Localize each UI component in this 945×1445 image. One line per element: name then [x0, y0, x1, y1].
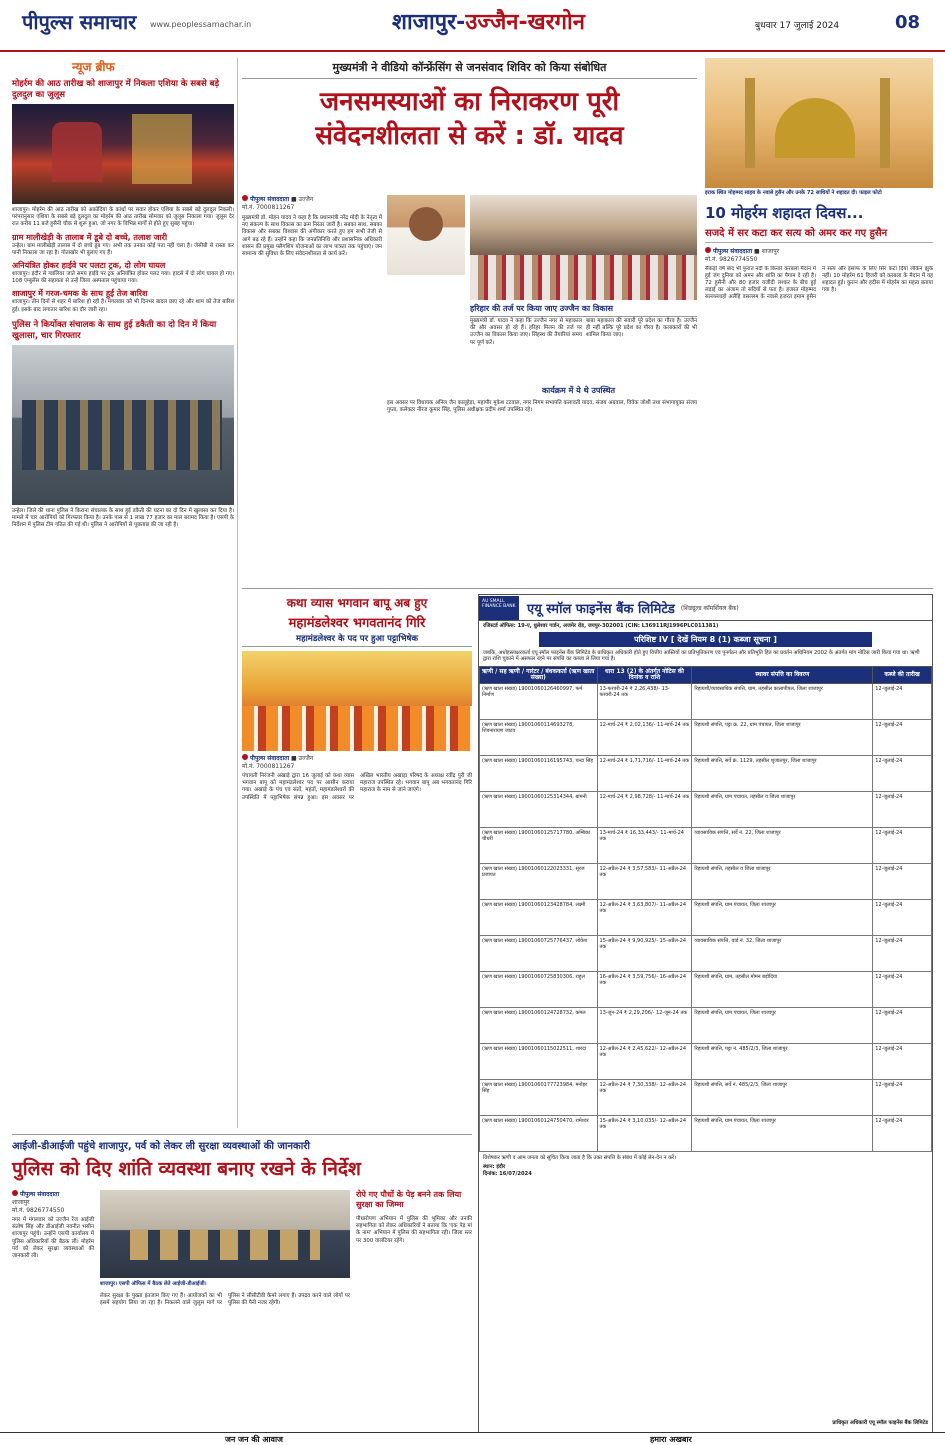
notice-title: परिशिष्ट IV [ देखें नियम 8 (1) कब्जा सूचना ]	[539, 632, 872, 647]
brief-body-1: शाजापुर। मोहर्रम की आठ तारीख को अकोदिया के कांधों पर सवार होकर एशिया के सबसे बड़े दुलदुल निकली। परंपरानुसार एशिया के सबसे बड़े दुलदुल का मोहर्रम की आठ तारीख सोमवार को जुलूस निकाला गया। जुलूस देर रात करीब 11 बजे हुसैनी चौक से शुरू हुआ, जो नगर के विभिन्न मार्गों से होते हुए सुबह पहुंचा।	[12, 207, 234, 228]
table-row	[480, 971, 932, 1007]
table-cell: व्यावसायिक संपत्ति, सर्वे नं. 22, जिला शाजापुर	[692, 827, 873, 863]
ig-headline: पुलिस को दिए शांति व्यवस्था बनाए रखने के निर्देश	[12, 1158, 361, 1180]
table-cell: (ऋण खाता संख्या) L9001060177723984, मनोहर सिंह	[480, 1079, 598, 1115]
ig-photo-caption: शाजापुर। एसपी ऑफिस में बैठक लेते आईजी-डीआईजी।	[100, 1281, 207, 1287]
police-headline: पुलिस ने किर्योक्त संचालक के साथ हुई डकैती का दो दिन में किया खुलासा, चार गिरफ्तार	[12, 319, 217, 341]
bank-office: रजिस्टर्ड ऑफिस: 19-ए, धुलेश्वर गार्डन, अजमेर रोड, जयपुर-302001 (CIN: L36911RJ1996PLC011381)	[483, 623, 719, 629]
ig-side-headline: रोपे गए पौधों के पेड़ बनने तक लिया सुरक्षा का जिम्मा	[356, 1190, 462, 1209]
table-cell: (ऋण खाता संख्या) L9001060725830306, राहुल	[480, 971, 598, 1007]
notice-date: दिनांक: 16/07/2024	[483, 1170, 532, 1177]
table-cell: 12-जुलाई-24	[873, 1115, 932, 1151]
ig-body: नगर में मंगलवार को उज्जैन रेंज आईजी संतोष सिंह और डीआईजी नवनीत भसीन शाजापुर पहुंचे। उन्होंने एसपी कार्यालय में पुलिस अधिकारियों की बैठक ली। मोहर्रम पर्व को लेकर सुरक्षा व्यवस्थाओं की जानकारी ली।	[12, 1217, 94, 1260]
table-cell: 12-जुलाई-24	[873, 1079, 932, 1115]
moharram-headline: 10 मोहर्रम शहादत दिवस...	[705, 203, 864, 222]
katha-body: पंचायती निरंजनी अखाड़े द्वारा 16 जुलाई को कथा व्यास भगवान बापू को महामंडलेश्वर पद पर आसीन कराया गया। अखाड़े के पंच एवं संतों, महंतों, महामंडलेश्वरों की उपस्थिति में पट्टाभिषेक संपन्न हुआ। इस अवसर पर अखिल भारतीय अखाड़ा परिषद के अध्यक्ष रवींद्र पुरी जी महाराज उपस्थित रहे। भगवान बापू अब भगवतानंद गिरि महाराज के नाम से जाने जाएंगे।	[242, 773, 472, 801]
table-cell: 12-अप्रैल-24 ₹ 3,57,583/- 11-अप्रैल-24 तक	[597, 863, 692, 899]
ig-photo	[100, 1190, 350, 1278]
table-row	[480, 791, 932, 827]
table-cell: रिहायशी/व्यावसायिक संपत्ति, ग्राम, तहसील कालापीपल, जिला शाजापुर	[692, 683, 873, 719]
possession-notice	[478, 594, 933, 1434]
brief-body-2: उन्हेल। ग्राम मालीखेड़ी तालाब में दो बच्चे डूब गए। अभी तक उनका कोई पता नहीं चला है। जेसीबी से रास्ता कर पानी निकाला जा रहा है। गोताखोर भी बुलाए गए हैं।	[12, 242, 234, 256]
ig-byplace: शाजापुर	[12, 1199, 30, 1206]
table-cell: 12-जुलाई-24	[873, 719, 932, 755]
table-cell: 12-जुलाई-24	[873, 935, 932, 971]
table-cell: रिहायशी संपत्ति, पट्टा नं. 485/2/3, जिला शाजापुर	[692, 1043, 873, 1079]
table-cell: रिहायशी संपत्ति, सर्वे क्रं. 1129, तहसील शुजालपुर, जिला शाजापुर	[692, 755, 873, 791]
col-date: कब्जे की तारीख	[873, 666, 932, 683]
logo: पीपुल्स समाचार	[22, 10, 137, 34]
police-photo	[12, 345, 234, 505]
brief-headline-1: मोहर्रम की आठ तारीख को शाजापुर में निकला एशिया के सबसे बड़े दुलदुल का जुलूस	[12, 79, 220, 100]
table-cell: रिहायशी संपत्ति, ग्राम पंचायत, जिला शाजापुर	[692, 1115, 873, 1151]
table-cell: (ऋण खाता संख्या) L9001060116195743, चन्दा सिंह	[480, 755, 598, 791]
table-cell: 12-मार्च-24 ₹ 2,02,136/- 11-मार्च-24 तक	[597, 719, 692, 755]
news-brief-column	[12, 58, 234, 1130]
news-brief-label: न्यूज ब्रीफ	[72, 60, 115, 74]
table-cell: 12-जुलाई-24	[873, 683, 932, 719]
lead-headline-line-1: जनसमस्याओं का निराकरण पूरी	[319, 87, 620, 117]
shrine-photo	[705, 58, 933, 188]
loan-table	[479, 666, 932, 1152]
table-cell: 12-जुलाई-24	[873, 755, 932, 791]
moharram-mobile: मो.नं. 9826774550	[705, 255, 758, 263]
table-cell: (ऋण खाता संख्या) L9001060115022511, शारदा	[480, 1043, 598, 1079]
ig-byline: पीपुल्स संवाददाता	[12, 1190, 94, 1198]
table-row	[480, 935, 932, 971]
katha-headline-2: महामंडलेश्वर भगवतानंद गिरि	[288, 616, 426, 631]
table-cell: 13-जून-24 ₹ 2,29,206/- 12-जून-24 तक	[597, 1007, 692, 1043]
lead-story	[242, 60, 697, 440]
moharram-body: सैकड़ों वर्ष बाद भी फुरात नदी के किनारे करबला मैदान में हुई जंग दुनिया को अमन और शांति का पैगाम दे रही है। 72 हुसैनी और 80 हजार यजीदी लश्कर के बीच हुई लड़ाई का अंजाम तो सदियों से पता है। हजरत मोहम्मद सल्लल्लाहो अलैहि वसल्लम के नवासे हजरत इमाम हुसैन ने सत्य और इंसाफ के लिए सिर कटा दिया लेकिन झुके नहीं। 10 मोहर्रम 61 हिजरी को करबला के मैदान में यह शहादत हुई। कुरान और हदीस में मोहर्रम का महत्व बताया गया है।	[705, 265, 933, 301]
table-cell: 12-अप्रैल-24 ₹ 3,63,807/- 11-अप्रैल-24 तक	[597, 899, 692, 935]
notice-place: स्थान: इंदौर	[483, 1164, 506, 1171]
table-cell: 12-जुलाई-24	[873, 1043, 932, 1079]
website: www.peoplessamachar.in	[150, 20, 252, 29]
audience-photo	[470, 195, 697, 300]
table-cell: 12-जुलाई-24	[873, 899, 932, 935]
table-cell: रिहायशी संपत्ति, ग्राम पंचायत, तहसील व जिला शाजापुर	[692, 791, 873, 827]
table-cell: (ऋण खाता संख्या) L9001060122023331, सूरज प्रजापत	[480, 863, 598, 899]
table-cell: 13-फरवरी-24 ₹ 2,26,438/- 13-फरवरी-24 तक	[597, 683, 692, 719]
table-cell: (ऋण खाता संख्या) L9001060114693278, शिवनारायण जाटव	[480, 719, 598, 755]
footer-bar	[0, 1432, 945, 1445]
ig-body-2: लेकर सुरक्षा के पुख्ता इंतजाम किए गए हैं। आयोजकों का भी इसमें सहयोग लिया जा रहा है। निकलने वाले जुलूस मार्ग पर पुलिस ने सीसीटीवी कैमरे लगाए हैं। उपद्रव करने वाले लोगों पर पुलिस की पैनी नजर रहेगी।	[100, 1293, 350, 1307]
notice-footer: विशेषकर ऋणी व आम जनता को सूचित किया जाता है कि उक्त संपत्ति के संबंध में कोई लेन-देन न करें।	[483, 1154, 677, 1161]
ig-mobile: मो.नं. 9826774550	[12, 1207, 65, 1214]
table-cell: 15-अप्रैल-24 ₹ 3,10,035/- 12-अप्रैल-24 तक	[597, 1115, 692, 1151]
brief-headline-2: ग्राम मालीखेड़ी के तालाब में डूबे दो बच्चे, तलाश जारी	[12, 232, 168, 242]
table-row	[480, 1115, 932, 1151]
lead-body: मुख्यमंत्री डॉ. मोहन यादव ने कहा है कि प्रधानमंत्री नरेंद्र मोदी के नेतृत्व में नए संकल्प के साथ विकास का क्रम निरंतर जारी है। सबका साथ, सबका विकास और सबका विश्वास की अंगीकार करते हुए हम सभी तेजी से आगे बढ़ रहे हैं। उन्होंने कहा कि जनप्रतिनिधि और प्रशासनिक अधिकारी शासन की प्रमुख फ्लैगशिप योजनाओं का लाभ पात्रता तक पहुंचाएं। जन सामान्य की सुविधा के लिए संवेदनशीलता से कार्य करें।	[242, 215, 382, 258]
table-row	[480, 1043, 932, 1079]
table-row	[480, 863, 932, 899]
table-cell: 12-जुलाई-24	[873, 863, 932, 899]
section-title: शाजापुर-उज्जैन-खरगोन	[392, 10, 585, 35]
katha-photo	[242, 651, 472, 751]
table-row	[480, 755, 932, 791]
table-row	[480, 683, 932, 719]
moharram-subhead: सजदे में सर कटा कर सत्य को अमर कर गए हुसैन	[705, 225, 933, 243]
notice-header	[479, 595, 932, 621]
katha-story	[242, 594, 472, 1054]
lead-headline-line-2: संवेदनशीलता से करें : डॉ. यादव	[315, 121, 624, 151]
notice-sign: प्राधिकृत अधिकारी एयू स्मॉल फाइनेंस बैंक लिमिटेड	[832, 1420, 928, 1427]
lead-body-4: बाबा महाकाल की सवारी पूरे प्रदेश का गौरव है। उज्जैन ही नहीं बल्कि पूरे प्रदेश का गौरव है। कलाकारों की भी शामिल किया जाए।	[586, 318, 697, 339]
police-body: उन्हेल। जिले की थाना पुलिस ने किराना संचालक के साथ हुई डकैती की घटना का दो दिन में खुलासा कर दिया है। मामले में चार आरोपियों को गिरफ्तार किया है। उनके पास से 1 लाख 77 हजार का माल बरामद किया है। एसपी के निर्देशन में पुलिस टीम गठित की गई थी। पुलिस ने आरोपियों से पूछताछ की जा रही है।	[12, 507, 234, 529]
date: बुधवार 17 जुलाई 2024	[755, 21, 840, 31]
table-row	[480, 899, 932, 935]
page-number: 08	[895, 12, 921, 33]
table-cell: 12-जुलाई-24	[873, 791, 932, 827]
bank-logo: AU SMALL FINANCE BANK	[479, 596, 519, 620]
lead-body-2: मुख्यमंत्री डॉ. यादव ने कहा कि उज्जैन नगर से महाकाल की और अवसर हो रहे हैं। हरिहर मिलन की तर्ज पर उज्जैन का विकास किया जाए। सिंहस्थ की तैयारियां समय पर पूर्ण करें।	[470, 318, 582, 346]
table-cell: रिहायशी संपत्ति, ग्राम पंचायत, जिला शाजापुर	[692, 1007, 873, 1043]
table-cell: (ऋण खाता संख्या) L9001060123428784, लक्ष्मी	[480, 899, 598, 935]
footer-right: हमारा अखबार	[650, 1435, 692, 1444]
table-cell: (ऋण खाता संख्या) L9001060124750470, रामेश्वर	[480, 1115, 598, 1151]
lead-subhead-2: कार्यक्रम में ये थे उपस्थित	[542, 386, 616, 395]
table-cell: रिहायशी संपत्ति, तहसील व जिला शाजापुर	[692, 863, 873, 899]
table-cell: 13-मार्च-24 ₹ 16,33,443/- 11-मार्च-24 तक	[597, 827, 692, 863]
table-row	[480, 719, 932, 755]
table-row	[480, 1079, 932, 1115]
table-cell: 12-जुलाई-24	[873, 827, 932, 863]
moharram-byline: पीपुल्स संवाददाता ■ शाजापुर	[705, 247, 933, 255]
ig-story	[12, 1138, 472, 1428]
table-cell: (ऋण खाता संख्या) L9001060125314344, बामनी	[480, 791, 598, 827]
cm-photo	[387, 195, 465, 275]
moharram-story	[705, 58, 933, 598]
table-cell: 12-जुलाई-24	[873, 971, 932, 1007]
table-cell: 15-अप्रैल-24 ₹ 9,90,925/- 15-अप्रैल-24 तक	[597, 935, 692, 971]
col-property: स्थावर संपत्ति का विवरण	[692, 666, 873, 683]
table-cell: 12-अप्रैल-24 ₹ 2,45,622/- 12-अप्रैल-24 तक	[597, 1043, 692, 1079]
table-cell: (ऋण खाता संख्या) L9001060125717780, अम्बिका चौधरी	[480, 827, 598, 863]
horizontal-divider	[242, 588, 933, 589]
table-cell: व्यावसायिक संपत्ति, वार्ड नं. 32, जिला शाजापुर	[692, 935, 873, 971]
lead-kicker: मुख्यमंत्री ने वीडियो कॉन्फ्रेंसिंग से जनसंवाद शिविर को किया संबोधित	[242, 60, 697, 79]
footer-left: जन जन की आवाज	[225, 1435, 283, 1444]
table-row	[480, 827, 932, 863]
table-cell: रिहायशी संपत्ति, ग्राम, तहसील मोमन बड़ोदिया	[692, 971, 873, 1007]
katha-subhead: महामंडलेश्वर के पद पर हुआ पट्टाभिषेक	[242, 633, 472, 647]
table-cell: रिहायशी संपत्ति, ग्राम पंचायत, जिला शाजापुर	[692, 899, 873, 935]
brief-headline-4: शाजापुर में गरज-चमक के साथ हुई तेज बारिश	[12, 289, 148, 299]
lead-byline: पीपुल्स संवाददाता ■ उज्जैन	[242, 195, 382, 203]
table-cell: 16-अप्रैल-24 ₹ 3,59,756/- 16-अप्रैल-24 तक	[597, 971, 692, 1007]
col-borrower: ऋणी / सह ऋणी / गारंटर / बंधककर्ता (ऋण खाता संख्या)	[480, 666, 598, 683]
shrine-caption: इराक स्थित मोहम्मद साहब के नवासे हुसैन और उनके 72 साथियों ने शहादत दी। फाइल फोटो	[705, 190, 882, 196]
table-cell: (ऋण खाता संख्या) L9001060725776437, लोकेश	[480, 935, 598, 971]
table-cell: 12-अप्रैल-24 ₹ 7,30,338/- 12-अप्रैल-24 तक	[597, 1079, 692, 1115]
notice-intro: जबकि, अधोहस्ताक्षरकर्ता एयू स्मॉल फाइनेंस बैंक लिमिटेड के प्राधिकृत अधिकारी होते हुए वित्तीय आस्तियों का प्रतिभूतिकरण एवं पुनर्गठन और प्रतिभूति हित का प्रवर्तन अधिनियम 2002 के अंतर्गत मांग नोटिस जारी किया गया था। ऋणी द्वारा राशि चुकाने में असफल रहने पर संपत्ति का कब्जा ले लिया गया है।	[483, 649, 920, 663]
table-row	[480, 1007, 932, 1043]
bank-subtitle: (शिड्यूल्ड कॉमर्शियल बैंक)	[680, 604, 739, 612]
table-cell: 12-मार्च-24 ₹ 1,71,716/- 11-मार्च-24 तक	[597, 755, 692, 791]
katha-byline: पीपुल्स संवाददाता ■ उज्जैन	[242, 754, 472, 762]
lead-subhead: हरिहार की तर्ज पर किया जाए उज्जैन का विकास	[470, 303, 697, 317]
ig-divider	[12, 1134, 472, 1135]
katha-headline-1: कथा व्यास भगवान बापू अब हुए	[286, 596, 428, 610]
table-cell: 12-मार्च-24 ₹ 2,98,728/- 11-मार्च-24 तक	[597, 791, 692, 827]
brief-body-3: शाजापुर। इंदौर से ग्वालियर जाते समय हाईवे पर ट्रक अनियंत्रित होकर पलट गया। हादसे में दो लोग घायल हो गए। 108 एम्बुलेंस की सहायता से उन्हें जिला अस्पताल पहुंचाया गया।	[12, 271, 234, 285]
procession-photo	[12, 104, 234, 204]
table-cell: रिहायशी संपत्ति, पट्टा क्र. 22, ग्राम पंचायत, जिला शाजापुर	[692, 719, 873, 755]
ig-kicker: आईजी-डीआईजी पहुंचे शाजापुर, पर्व को लेकर ली सुरक्षा व्यवस्थाओं की जानकारी	[12, 1141, 310, 1152]
table-cell: (ऋण खाता संख्या) L9001060124728732, कमल	[480, 1007, 598, 1043]
lead-body-3: इस अवसर पर विधायक अनिल जैन कालूहेड़ा, महापौर मुकेश टटवाल, नगर निगम सभापति कलावती यादव, संजय अग्रवाल, विवेक जोशी तथा संभागायुक्त संजय गुप्ता, कलेक्टर नीरज कुमार सिंह, पुलिस अधीक्षक प्रदीप शर्मा उपस्थित रहे।	[387, 400, 697, 414]
ig-side-body: पौधारोपण अभियान में पुलिस की भूमिका और उनकी सहभागिता को लेकर अधिकारियों ने बताया कि 'एक पेड़ मां के नाम' अभियान में पुलिस की सहभागिता रही। जिला स्तर पर 300 वालंटियर रहेंगे।	[356, 1216, 472, 1244]
katha-mobile: मो.नं. 7000811267	[242, 763, 295, 770]
table-cell: 12-जुलाई-24	[873, 1007, 932, 1043]
bank-name: एयू स्मॉल फाइनेंस बैंक लिमिटेड	[527, 601, 675, 617]
column-divider	[237, 58, 238, 1128]
table-cell: (ऋण खाता संख्या) L9001060126460997, फर्म निर्माण	[480, 683, 598, 719]
lead-mobile: मो.नं. 7000811267	[242, 204, 295, 211]
brief-headline-3: अनियंत्रित होकर हाईवे पर पलटा ट्रक, दो लोग घायल	[12, 261, 166, 271]
brief-body-4: शाजापुर। तीन दिनों से शहर में बारिश हो रही है। मंगलवार को भी दिनभर बादल छाए रहे और शाम को तेज बारिश हुई। इसके बाद लगातार बारिश का दौर जारी रहा।	[12, 299, 234, 313]
masthead	[0, 0, 945, 52]
table-cell: रिहायशी संपत्ति, सर्वे नं. 485/2/3, जिला शाजापुर	[692, 1079, 873, 1115]
col-notice: धारा 13 (2) के अंतर्गत नोटिस की दिनांक व राशि	[597, 666, 692, 683]
